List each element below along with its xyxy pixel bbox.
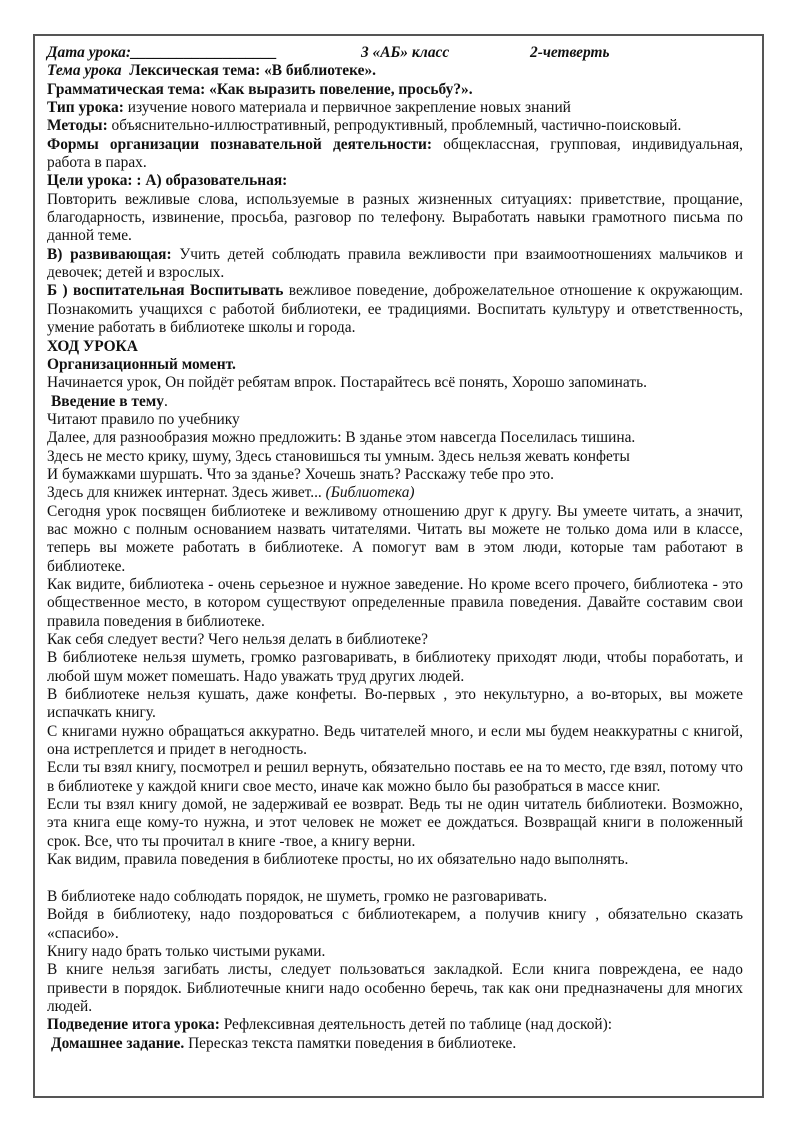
summary-value: Рефлексивная деятельность детей по таблице (над доской): (219, 1016, 613, 1034)
summary-label: Подведение итога урока: (47, 1016, 220, 1034)
intro-dot: . (163, 392, 168, 410)
intro-line (47, 393, 743, 411)
forms-value: общеклассная, групповая, индивидуальная, работа в парах. (47, 135, 743, 172)
summary-line (47, 1016, 743, 1034)
topic-value: Лексическая тема: «В библиотеке». (129, 62, 376, 80)
class-label: 3 «АБ» класс (361, 44, 450, 61)
forms-label: Формы организации познавательной деятельности: (47, 135, 433, 153)
riddle-line (47, 484, 743, 502)
rule-item: В библиотеке надо соблюдать порядок, не шуметь, громко не разговаривать. (47, 887, 548, 905)
methods-label: Методы: (47, 117, 108, 135)
upbringing-goal-text: вежливое поведение, доброжелательное отношение к окружающим. Познакомить учащихся с работой библиотеки, ее традициями. Воспитать культуру и ответственность, умение работать в библиотеке школы и города. (47, 282, 743, 337)
org-moment-title: Организационный момент. (47, 355, 236, 373)
lesson-plan (47, 44, 743, 1053)
paragraph: Если ты взял книгу, посмотрел и решил вернуть, обязательно поставь ее на то место, где взял, потому что в библиотеке у каждой книги свое место, иначе как можно было бы разобраться в массе книг. (47, 759, 743, 795)
methods-line (47, 117, 743, 135)
course-title: ХОД УРОКА (47, 337, 138, 355)
date-label: Дата урока:___________________ (47, 44, 278, 61)
verse-line: Далее, для разнообразия можно предложить: В зданье этом навсегда Поселилась тишина. (47, 429, 636, 447)
verse-line: И бумажками шуршать. Что за зданье? Хочешь знать? Расскажу тебе про это. (47, 465, 554, 483)
developing-goal-label: В) развивающая: (47, 245, 172, 263)
riddle-text: Здесь для книжек интернат. Здесь живет... (47, 484, 326, 502)
paragraph: С книгами нужно обращаться аккуратно. Ведь читателей много, и если мы будем неаккуратны с книгой, она истреплется и придет в негодность. (47, 722, 743, 759)
paragraph: Сегодня урок посвящен библиотеке и вежливому отношению друг к другу. Вы умеете читать, а значит, вас можно с полным основанием назвать читателями. Читать вы можете не только дома или в классе, теперь вы можете работать в библиотеке. А помогут вам в этом люди, которые там работают в библиотеке. (47, 502, 743, 575)
quarter-label: 2-четверть (530, 44, 610, 61)
rule-item: Войдя в библиотеку, надо поздороваться с библиотекарем, а получив книгу , обязательно сказать «спасибо». (47, 906, 743, 942)
rule-item: Книгу надо брать только чистыми руками. (47, 942, 326, 960)
upbringing-goal-line (47, 282, 743, 337)
paragraph: Как видим, правила поведения в библиотеке просты, но их обязательно надо выполнять. (47, 851, 629, 869)
org-moment-text: Начинается урок, Он пойдёт ребятам впрок. Постарайтесь всё понять, Хорошо запоминать. (47, 374, 647, 392)
forms-line (47, 136, 743, 173)
paragraph: Если ты взял книгу домой, не задерживай ее возврат. Ведь ты не один читатель библиотеки. Возможно, эта книга еще кому-то нужна, и этот человек не может ее дождаться. Возвращай книги в положенный срок. Все, что ты прочитал в книге -твое, а книгу верни. (47, 796, 743, 850)
grammar-topic: Грамматическая тема: «Как выразить повеление, просьбу?». (47, 80, 473, 98)
verse-line: Читают правило по учебнику (47, 410, 240, 428)
riddle-answer: (Библиотека) (325, 484, 415, 502)
educational-goal-text: Повторить вежливые слова, используемые в разных жизненных ситуациях: приветствие, прощание, благодарность, извинение, просьба, разговор по телефону. Выработать навыки грамотного письма по данной теме. (47, 190, 743, 245)
paragraph: В библиотеке нельзя кушать, даже конфеты. Во-первых , это некультурно, а во-вторых, вы можете испачкать книгу. (47, 686, 743, 722)
intro-title: Введение в тему (51, 392, 164, 410)
developing-goal-line (47, 246, 743, 283)
paragraph: В библиотеке нельзя шуметь, громко разговаривать, в библиотеку приходят люди, чтобы поработать, и любой шум может помешать. Надо уважать труд других людей. (47, 649, 743, 685)
verse-line: Здесь не место крику, шуму, Здесь становишься ты умным. Здесь нельзя жевать конфеты (47, 447, 630, 465)
developing-goal-text: Учить детей соблюдать правила вежливости при взаимоотношениях мальчиков и девочек; детей и взрослых. (47, 245, 744, 282)
blank-line (47, 869, 743, 887)
topic-line (47, 62, 743, 80)
goals-label: Цели урока: : А) образовательная: (47, 172, 288, 190)
paragraph: Как себя следует вести? Чего нельзя делать в библиотеке? (47, 631, 428, 648)
paragraph: Как видите, библиотека - очень серьезное и нужное заведение. Но кроме всего прочего, библиотека - это общественное место, в котором существуют определенные правила поведения. Давайте составим свои правила поведения в библиотеке. (47, 575, 743, 630)
rule-item: В книге нельзя загибать листы, следует пользоваться закладкой. Если книга повреждена, ее надо привести в порядок. Библиотечные книги надо особенно беречь, так как они предназначены для многих людей. (47, 961, 743, 1015)
header-row (47, 44, 743, 62)
homework-value: Пересказ текста памятки поведения в библиотеке. (184, 1034, 517, 1052)
topic-label: Тема урока (47, 62, 122, 80)
upbringing-goal-label: Б ) воспитательная Воспитывать (47, 282, 284, 300)
homework-label: Домашнее задание. (51, 1034, 185, 1052)
lesson-type-line (47, 99, 743, 117)
homework-line (47, 1035, 743, 1053)
lesson-type-value: изучение нового материала и первичное закрепление новых знаний (123, 99, 571, 117)
lesson-type-label: Тип урока: (47, 99, 124, 117)
methods-value: объяснительно-иллюстративный, репродуктивный, проблемный, частично-поисковый. (107, 117, 682, 135)
